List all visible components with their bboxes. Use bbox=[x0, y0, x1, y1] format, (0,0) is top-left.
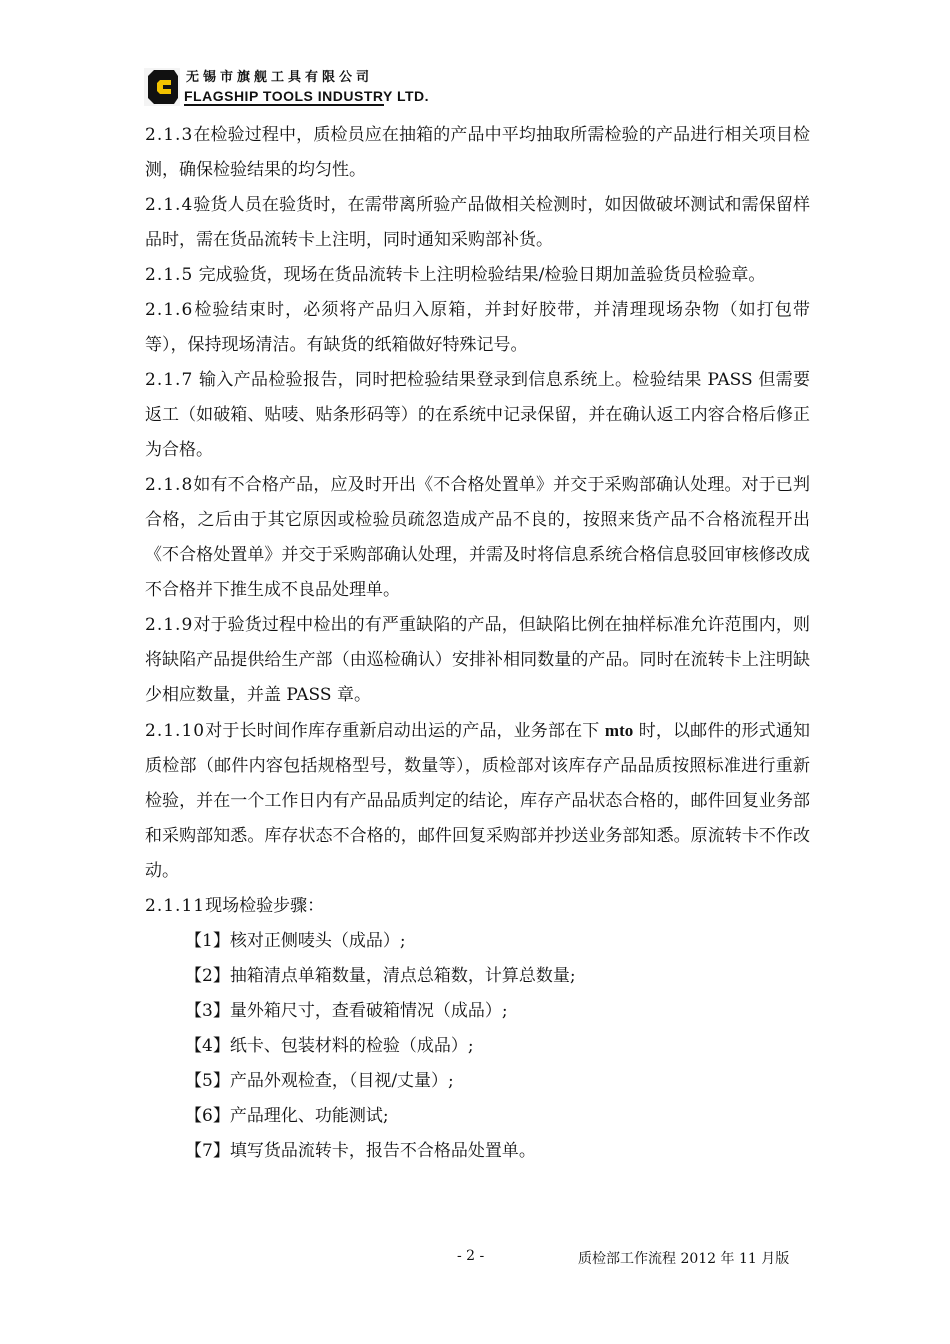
step-6: 【6】产品理化、功能测试; bbox=[185, 1106, 389, 1126]
paragraph-2-1-10: 2.1.10对于长时间作库存重新启动出运的产品，业务部在下 mto 时，以邮件的形式通知质检部（邮件内容包括规格型号，数量等），质检部对该库存产品品质按照标准进行重新检验，并在一个工作日内有产品品质判定的结论，库存产品状态合格的，邮件回复业务部和采购部知悉。库存状态不合格的，邮件回复采购部并抄送业务部知悉。原流转卡不作改动。 bbox=[145, 721, 811, 881]
paragraph-2-1-6: 2.1.6检验结束时，必须将产品归入原箱，并封好胶带，并清理现场杂物（如打包带等），保持现场清洁。有缺货的纸箱做好特殊记号。 bbox=[145, 300, 810, 355]
step-3: 【3】量外箱尺寸，查看破箱情况（成品）; bbox=[185, 1001, 508, 1021]
step-4: 【4】纸卡、包装材料的检验（成品）; bbox=[185, 1036, 474, 1056]
company-name-en: FLAGSHIP TOOLS INDUSTRY LTD. bbox=[184, 88, 430, 104]
paragraph-2-1-3: 2.1.3在检验过程中，质检员应在抽箱的产品中平均抽取所需检验的产品进行相关项目检测，确保检验结果的均匀性。 bbox=[145, 125, 810, 180]
document-version-note: 质检部工作流程 2012 年 11 月版 bbox=[578, 1251, 790, 1267]
mto-term: mto bbox=[604, 721, 634, 740]
paragraph-2-1-4: 2.1.4验货人员在验货时，在需带离所验产品做相关检测时，如因做破坏测试和需保留样品时，需在货品流转卡上注明，同时通知采购部补货。 bbox=[145, 195, 810, 250]
letterhead bbox=[144, 66, 430, 108]
paragraph-2-1-9: 2.1.9对于验货过程中检出的有严重缺陷的产品，但缺陷比例在抽样标准允许范围内，则将缺陷产品提供给生产部（由巡检确认）安排补相同数量的产品。同时在流转卡上注明缺少相应数量，并盖 PASS 章。 bbox=[145, 615, 810, 705]
paragraph-2-1-7: 2.1.7 输入产品检验报告，同时把检验结果登录到信息系统上。检验结果 PASS 但需要返工（如破箱、贴唛、贴条形码等）的在系统中记录保留，并在确认返工内容合格后修正为合格。 bbox=[145, 370, 810, 460]
paragraph-2-1-8: 2.1.8如有不合格产品，应及时开出《不合格处置单》并交于采购部确认处理。对于已判合格，之后由于其它原因或检验员疏忽造成产品不良的，按照来货产品不合格流程开出《不合格处置单》并交于采购部确认处理，并需及时将信息系统合格信息驳回审核修改成不合格并下推生成不良品处理单。 bbox=[145, 475, 810, 600]
paragraph-2-1-5: 2.1.5 完成验货，现场在货品流转卡上注明检验结果/检验日期加盖验货员检验章。 bbox=[145, 265, 766, 285]
company-name-cn: 无锡市旗舰工具有限公司 bbox=[186, 70, 374, 85]
page-number: - 2 - bbox=[457, 1248, 485, 1264]
paragraph-2-1-11: 2.1.11现场检验步骤： bbox=[145, 896, 325, 916]
header-divider bbox=[184, 104, 384, 106]
document-body bbox=[145, 118, 810, 1169]
step-2: 【2】抽箱清点单箱数量，清点总箱数，计算总数量; bbox=[185, 966, 576, 986]
step-7: 【7】填写货品流转卡，报告不合格品处置单。 bbox=[185, 1141, 536, 1161]
step-5: 【5】产品外观检查，（目视/丈量）; bbox=[185, 1071, 454, 1091]
company-logo-icon bbox=[144, 68, 180, 106]
step-1: 【1】核对正侧唛头（成品）; bbox=[185, 931, 406, 951]
